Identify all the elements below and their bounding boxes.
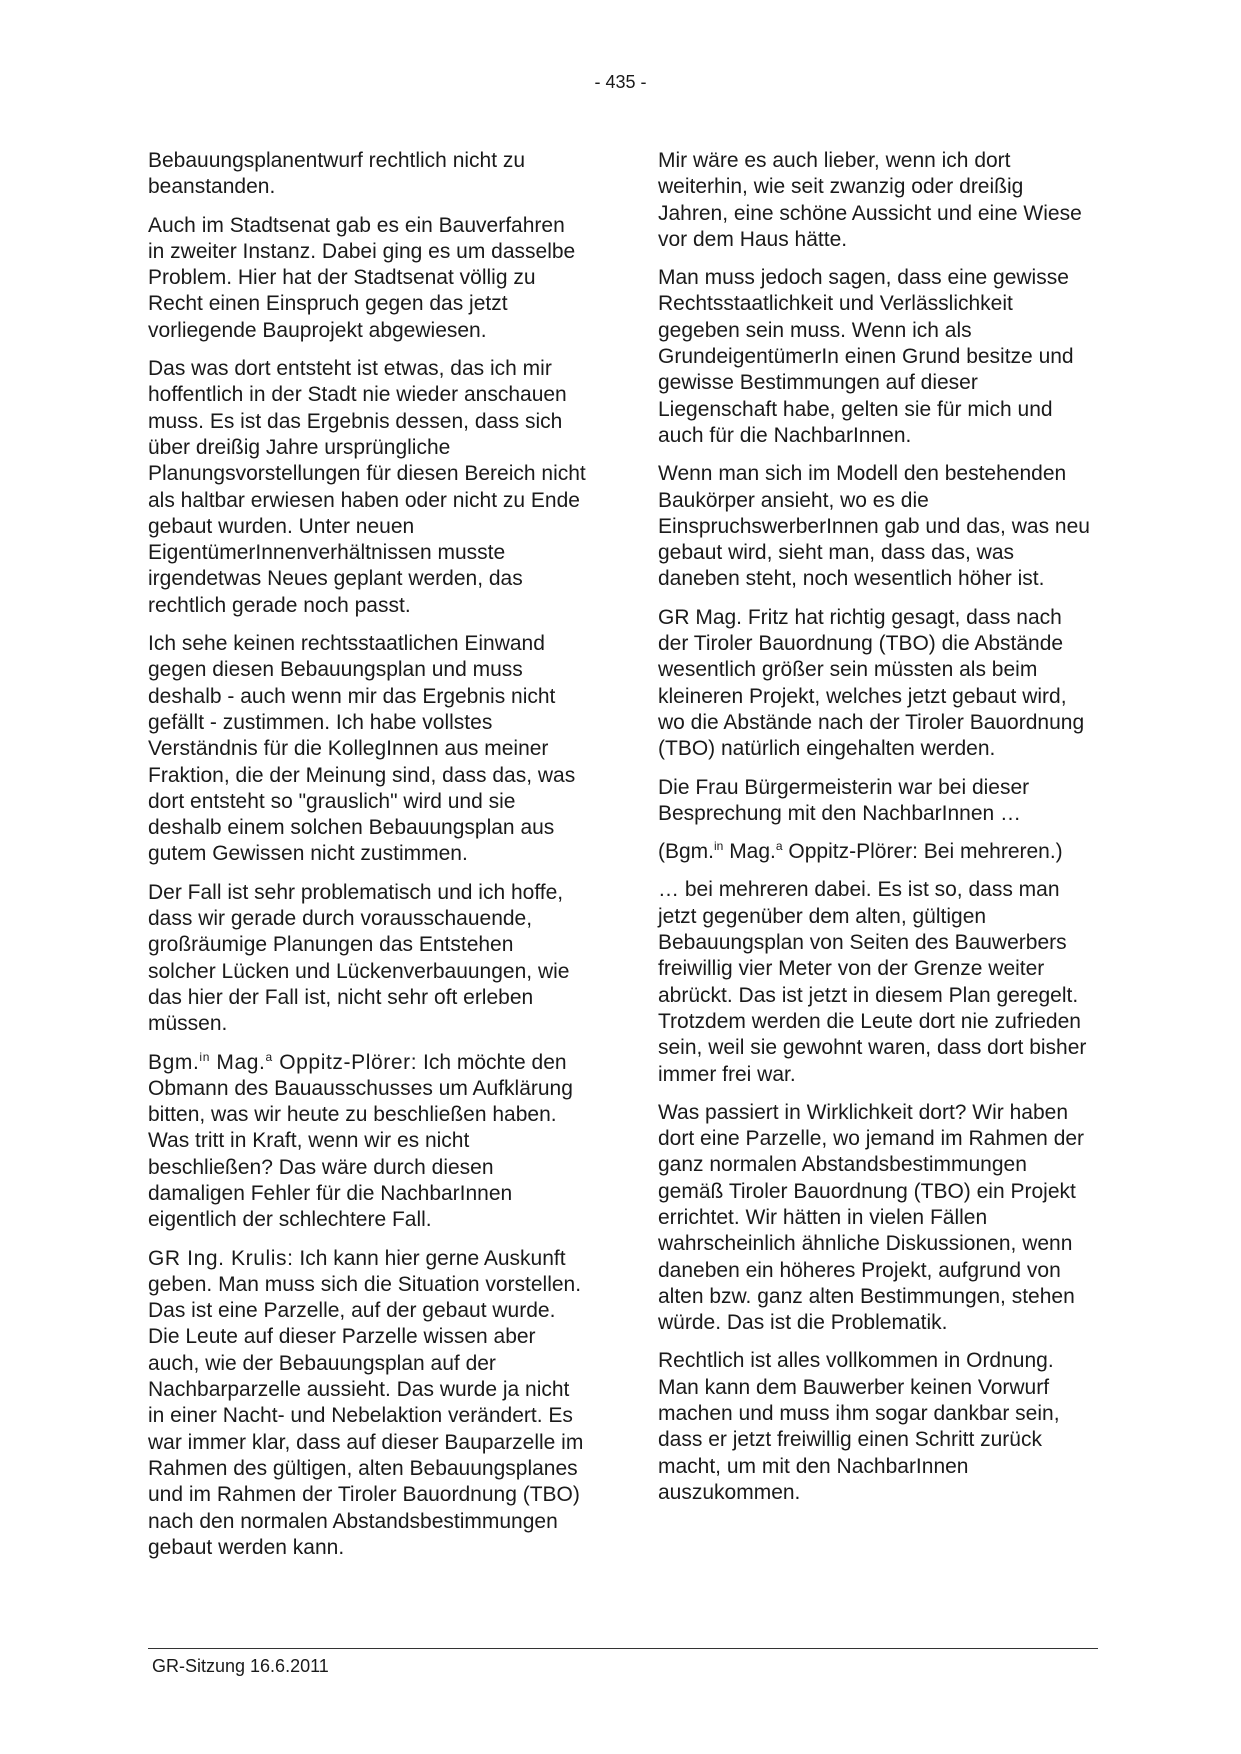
speaker-paragraph-mayor [148, 1050, 586, 1234]
paragraph: Wenn man sich im Modell den bestehenden Baukörper ansieht, wo es die EinspruchswerberInnen gab und das, was neu gebaut wird, sieht man, dass das, was daneben steht, noch wesentlich höher ist. [658, 462, 1090, 591]
paragraph: Das was dort entsteht ist etwas, das ich mir hoffentlich in der Stadt nie wieder anschauen muss. Es ist das Ergebnis dessen, dass sich über dreißig Jahre ursprüngliche Planungsvorstellungen für diesen Bereich nicht als haltbar erwiesen haben oder nicht zu Ende gebaut wurden. Unter neuen EigentümerInnenverhältnissen musste irgendetwas Neues geplant werden, das rechtlich gerade noch passt. [148, 357, 586, 617]
superscript: in [714, 839, 724, 854]
interjection-part: (Bgm. [658, 840, 715, 864]
speech-text: Ich möchte den Obmann des Bauausschusses um Aufklärung bitten, was wir heute zu beschließen haben. Was tritt in Kraft, wenn wir es nicht beschließen? Das wäre durch diesen damaligen Fehler für die NachbarInnen eigentlich der schlechtere Fall. [148, 1050, 573, 1232]
paragraph: Mir wäre es auch lieber, wenn ich dort weiterhin, wie seit zwanzig oder dreißig Jahren, eine schöne Aussicht und eine Wiese vor dem Haus hätte. [658, 149, 1082, 251]
page-number: - 435 - [594, 72, 647, 92]
speaker-surname: Oppitz-Plörer: [272, 1050, 418, 1074]
paragraph: Auch im Stadtsenat gab es ein Bauverfahren in zweiter Instanz. Dabei ging es um dasselbe Problem. Hier hat der Stadtsenat völlig zu Recht einen Einspruch gegen das jetzt vorliegende Bauprojekt abgewiesen. [148, 213, 576, 342]
left-column [148, 148, 586, 1573]
paragraph: Bebauungsplanentwurf rechtlich nicht zu beanstanden. [148, 149, 526, 199]
speaker-title: Mag. [209, 1050, 266, 1074]
superscript: in [199, 1049, 210, 1064]
superscript: a [265, 1049, 273, 1064]
interjection [658, 839, 1096, 865]
paragraph: Ich sehe keinen rechtsstaatlichen Einwand gegen diesen Bebauungsplan und muss deshalb - auch wenn mir das Ergebnis nicht gefällt - zustimmen. Ich habe vollstes Verständnis für die KollegInnen aus meiner Fraktion, die der Meinung sind, dass das, was dort entsteht so "grauslich" wird und sie deshalb einem solchen Bebauungsplan aus gutem Gewissen nicht zustimmen. [148, 632, 576, 866]
speaker-paragraph-krulis [148, 1246, 586, 1562]
interjection-part: Oppitz-Plörer: Bei mehreren.) [782, 840, 1063, 864]
speaker-title: Bgm. [148, 1050, 200, 1074]
speaker-name: GR Ing. Krulis: [148, 1246, 294, 1270]
speaker-name [148, 1051, 417, 1074]
right-column [658, 148, 1096, 1518]
interjection-part: Mag. [723, 840, 776, 864]
paragraph: … bei mehreren dabei. Es ist so, dass man jetzt gegenüber dem alten, gültigen Bebauungsplan von Seiten des Bauwerbers freiwillig vier Meter von der Grenze weiter abrückt. Das ist jetzt in diesem Plan geregelt. Trotzdem werden die Leute dort nie zufrieden sein, weil sie gewohnt waren, dass dort bisher immer frei war. [658, 878, 1087, 1086]
speech-text: Ich kann hier gerne Auskunft geben. Man muss sich die Situation vorstellen. Das ist eine Parzelle, auf der gebaut wurde. Die Leute auf dieser Parzelle wissen aber auch, wie der Bebauungsplan auf der Nachbarparzelle aussieht. Das wurde ja nicht in einer Nacht- und Nebelaktion verändert. Es war immer klar, dass auf dieser Bauparzelle im Rahmen des gültigen, alten Bebauungsplanes und im Rahmen der Tiroler Bauordnung (TBO) nach den normalen Abstandsbestimmungen gebaut werden kann. [148, 1246, 584, 1559]
paragraph: Die Frau Bürgermeisterin war bei dieser Besprechung mit den NachbarInnen … [658, 775, 1030, 825]
paragraph: Der Fall ist sehr problematisch und ich hoffe, dass wir gerade durch vorausschauende, großräumige Planungen das Entstehen solcher Lücken und Lückenverbauungen, wie das hier der Fall ist, nicht sehr oft erleben müssen. [148, 880, 570, 1036]
paragraph: Rechtlich ist alles vollkommen in Ordnung. Man kann dem Bauwerber keinen Vorwurf machen und muss ihm sogar dankbar sein, dass er jetzt freiwillig einen Schritt zurück macht, um mit den NachbarInnen auszukommen. [658, 1349, 1060, 1504]
paragraph: Man muss jedoch sagen, dass eine gewisse Rechtsstaatlichkeit und Verlässlichkeit gegeben sein muss. Wenn ich als GrundeigentümerIn einen Grund besitze und gewisse Bestimmungen auf dieser Liegenschaft habe, gelten sie für mich und auch für die NachbarInnen. [658, 266, 1074, 447]
paragraph: Was passiert in Wirklichkeit dort? Wir haben dort eine Parzelle, wo jemand im Rahmen der ganz normalen Abstandsbestimmungen gemäß Tiroler Bauordnung (TBO) ein Projekt errichtet. Wir hätten in vielen Fällen wahrscheinlich ähnliche Diskussionen, wenn daneben ein höheres Projekt, aufgrund von alten bzw. ganz alten Bestimmungen, stehen würde. Das ist die Problematik. [658, 1100, 1085, 1335]
footer-session-date: GR-Sitzung 16.6.2011 [152, 1656, 329, 1676]
superscript: a [775, 839, 783, 854]
footer-divider [148, 1648, 1098, 1649]
paragraph: GR Mag. Fritz hat richtig gesagt, dass nach der Tiroler Bauordnung (TBO) die Abstände wesentlich größer sein müssten als beim kleineren Projekt, welches jetzt gebaut wird, wo die Abstände nach der Tiroler Bauordnung (TBO) natürlich eingehalten werden. [658, 605, 1085, 761]
